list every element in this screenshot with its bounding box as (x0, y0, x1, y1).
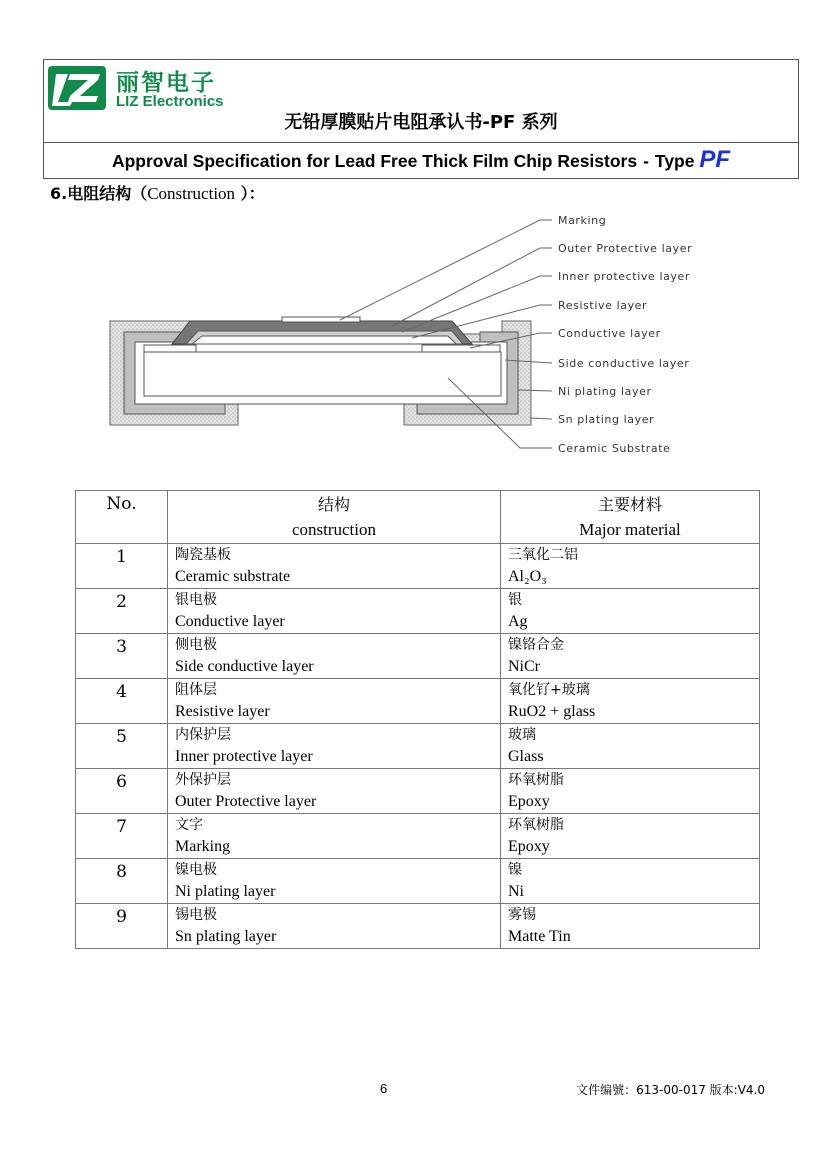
table-row (76, 724, 760, 769)
material-cn: 三氧化二铝 (508, 547, 578, 563)
construction-cn: 文字 (175, 817, 203, 833)
material-cn: 环氧树脂 (508, 772, 564, 788)
material-en: Epoxy (508, 838, 550, 855)
callout-conductive-layer: Conductive layer (558, 327, 661, 340)
construction-cn: 内保护层 (175, 727, 231, 743)
row-number: 1 (76, 544, 168, 589)
construction-cell (168, 859, 501, 904)
material-cell (501, 589, 760, 634)
construction-cell (168, 769, 501, 814)
construction-cn: 镍电极 (175, 862, 217, 878)
document-number-version: 文件编號：613-00-017 版本:V4.0 (576, 1083, 765, 1097)
construction-cn: 阻体层 (175, 682, 217, 698)
construction-en: Ceramic substrate (175, 568, 291, 585)
material-en: NiCr (508, 658, 540, 675)
row-number: 8 (76, 859, 168, 904)
callout-outer-protective-layer: Outer Protective layer (558, 242, 693, 255)
construction-en: Resistive layer (175, 703, 270, 720)
material-cn: 玻璃 (508, 727, 536, 743)
callout-sn-plating-layer: Sn plating layer (558, 413, 655, 426)
construction-en: Ni plating layer (175, 883, 276, 900)
callout-inner-protective-layer: Inner protective layer (558, 270, 691, 283)
header-no: No. (76, 491, 168, 544)
ceramic-substrate-shape (144, 352, 501, 396)
table-row (76, 904, 760, 949)
material-cell (501, 769, 760, 814)
construction-cell (168, 904, 501, 949)
material-en: Matte Tin (508, 928, 571, 945)
material-en: Al₂O₃ (508, 568, 547, 585)
material-cn: 环氧树脂 (508, 817, 564, 833)
title-type-code: PF (699, 146, 731, 173)
title-english-text: Approval Specification for Lead Free Thick Film Chip Resistors (111, 151, 638, 171)
material-en: Epoxy (508, 793, 550, 810)
brand-name-chinese: 丽智电子 (116, 70, 216, 96)
table-row (76, 634, 760, 679)
table-header-row (76, 491, 760, 544)
material-cell (501, 814, 760, 859)
material-cn: 银 (508, 592, 522, 608)
construction-en: Outer Protective layer (175, 793, 317, 810)
construction-cn: 银电极 (175, 592, 217, 608)
construction-cn: 侧电极 (175, 637, 217, 653)
material-en: RuO2 + glass (508, 703, 596, 720)
table-row (76, 679, 760, 724)
brand-name-english: LIZ Electronics (116, 93, 224, 110)
material-cell (501, 544, 760, 589)
header-material-cn: 主要材料 (597, 495, 662, 514)
section-heading-cn: 6.电阻结构（ (50, 184, 148, 203)
row-number: 3 (76, 634, 168, 679)
construction-cell (168, 589, 501, 634)
callout-resistive-layer: Resistive layer (558, 299, 648, 312)
table-row (76, 859, 760, 904)
row-number: 2 (76, 589, 168, 634)
table-row (76, 544, 760, 589)
construction-cell (168, 634, 501, 679)
construction-cell (168, 679, 501, 724)
material-en: Glass (508, 748, 544, 765)
row-number: 6 (76, 769, 168, 814)
table-body (76, 544, 760, 949)
construction-cell (168, 724, 501, 769)
section-heading-en: Construction (147, 184, 236, 203)
marking-shape (282, 317, 360, 322)
title-dash: - (643, 151, 649, 171)
callout-ceramic-substrate: Ceramic Substrate (558, 442, 671, 455)
material-cell (501, 634, 760, 679)
material-cn: 镍铬合金 (508, 637, 564, 653)
construction-cn: 陶瓷基板 (175, 547, 231, 563)
construction-cn: 外保护层 (175, 772, 231, 788)
material-cn: 镍 (508, 862, 522, 878)
table-row (76, 589, 760, 634)
resistor-construction-diagram (0, 0, 826, 480)
row-number: 7 (76, 814, 168, 859)
material-cell (501, 859, 760, 904)
row-number: 5 (76, 724, 168, 769)
material-cell (501, 724, 760, 769)
construction-en: Marking (175, 838, 231, 855)
header-construction (168, 491, 501, 544)
callout-side-conductive-layer: Side conductive layer (558, 357, 690, 370)
document-title-chinese: 无铅厚膜贴片电阻承认书-PF 系列 (284, 112, 558, 133)
material-en: Ag (508, 613, 528, 630)
header-construction-en: construction (291, 520, 377, 539)
header-material-en: Major material (579, 520, 681, 539)
construction-cell (168, 814, 501, 859)
construction-material-table (75, 490, 760, 949)
material-cn: 雾锡 (508, 907, 536, 923)
construction-en: Side conductive layer (175, 658, 314, 675)
material-cell (501, 904, 760, 949)
construction-en: Sn plating layer (175, 928, 277, 945)
material-cn: 氧化钌+玻璃 (508, 682, 590, 698)
material-cell (501, 679, 760, 724)
construction-cn: 锡电极 (175, 907, 217, 923)
construction-en: Conductive layer (175, 613, 285, 630)
table-row (76, 814, 760, 859)
callout-ni-plating-layer: Ni plating layer (558, 385, 652, 398)
callout-marking: Marking (558, 214, 607, 227)
row-number: 4 (76, 679, 168, 724)
header-construction-cn: 结构 (317, 495, 350, 514)
material-en: Ni (508, 883, 524, 900)
page-number: 6 (380, 1081, 388, 1096)
header-material (501, 491, 760, 544)
table-row (76, 769, 760, 814)
construction-en: Inner protective layer (175, 748, 313, 765)
section-heading-close: ）： (240, 184, 265, 203)
row-number: 9 (76, 904, 168, 949)
construction-cell (168, 544, 501, 589)
title-type-word: Type (654, 151, 695, 171)
